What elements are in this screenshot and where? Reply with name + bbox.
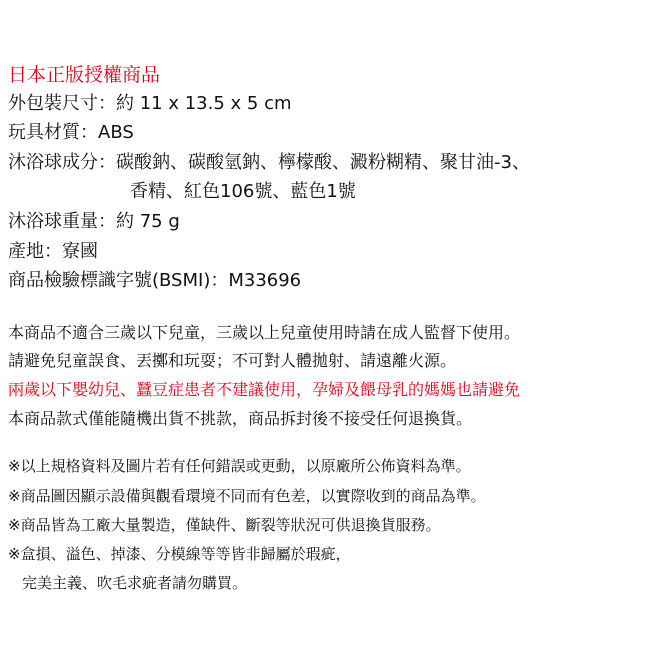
disclaimer-defects: ※商品皆為工廠大量製造，僅缺件、斷裂等狀況可供退換貨服務。: [8, 516, 441, 534]
disclaimer-perfectionist: 完美主義、吹毛求疵者請勿購買。: [22, 574, 248, 592]
spec-weight: [8, 207, 180, 233]
disclaimer-cosmetic: ※盒損、溢色、掉漆、分模線等等皆非歸屬於瑕疵，: [8, 545, 351, 563]
disclaimer-specs: ※以上規格資料及圖片若有任何錯誤或更動，以原廠所公佈資料為準。: [8, 457, 471, 475]
spec-bsmi: [8, 266, 301, 292]
spec-origin: [8, 237, 98, 263]
spec-ingredients-continued: 香精、紅色106號、藍色1號: [130, 181, 356, 202]
spec-size-label: 外包裝尺寸：: [8, 93, 116, 114]
notice-safety: 請避免兒童誤食、丟擲和玩耍；不可對人體拋射、請遠離火源。: [8, 351, 457, 370]
page-title: 日本正版授權商品: [8, 64, 161, 86]
notice-warning: 兩歲以下嬰幼兒、蠶豆症患者不建議使用，孕婦及餵母乳的媽媽也請避免: [8, 380, 521, 399]
spec-material-label: 玩具材質：: [8, 122, 98, 143]
spec-material-value: ABS: [98, 122, 134, 143]
spec-ingredients-line1: 碳酸鈉、碳酸氫鈉、檸檬酸、澱粉糊精、聚甘油-3、: [116, 152, 530, 173]
spec-bsmi-label: 商品檢驗標識字號(BSMI)：: [8, 270, 229, 291]
notice-returns: 本商品款式僅能隨機出貨不挑款，商品拆封後不接受任何退換貨。: [8, 409, 473, 428]
spec-ingredients-label: 沐浴球成分：: [8, 152, 116, 173]
spec-size-value: 約 11 x 13.5 x 5 cm: [116, 93, 292, 114]
spec-weight-value: 約 75 g: [116, 211, 180, 232]
spec-origin-value: 寮國: [62, 241, 98, 262]
notice-age: 本商品不適合三歲以下兒童，三歲以上兒童使用時請在成人監督下使用。: [8, 323, 521, 342]
disclaimer-color: ※商品圖因顯示設備與觀看環境不同而有色差，以實際收到的商品為準。: [8, 487, 486, 505]
spec-size: [8, 89, 292, 115]
spec-material: [8, 118, 134, 144]
spec-ingredients: [8, 148, 530, 174]
spec-bsmi-value: M33696: [228, 270, 302, 291]
spec-weight-label: 沐浴球重量：: [8, 211, 116, 232]
spec-origin-label: 產地：: [8, 241, 62, 262]
